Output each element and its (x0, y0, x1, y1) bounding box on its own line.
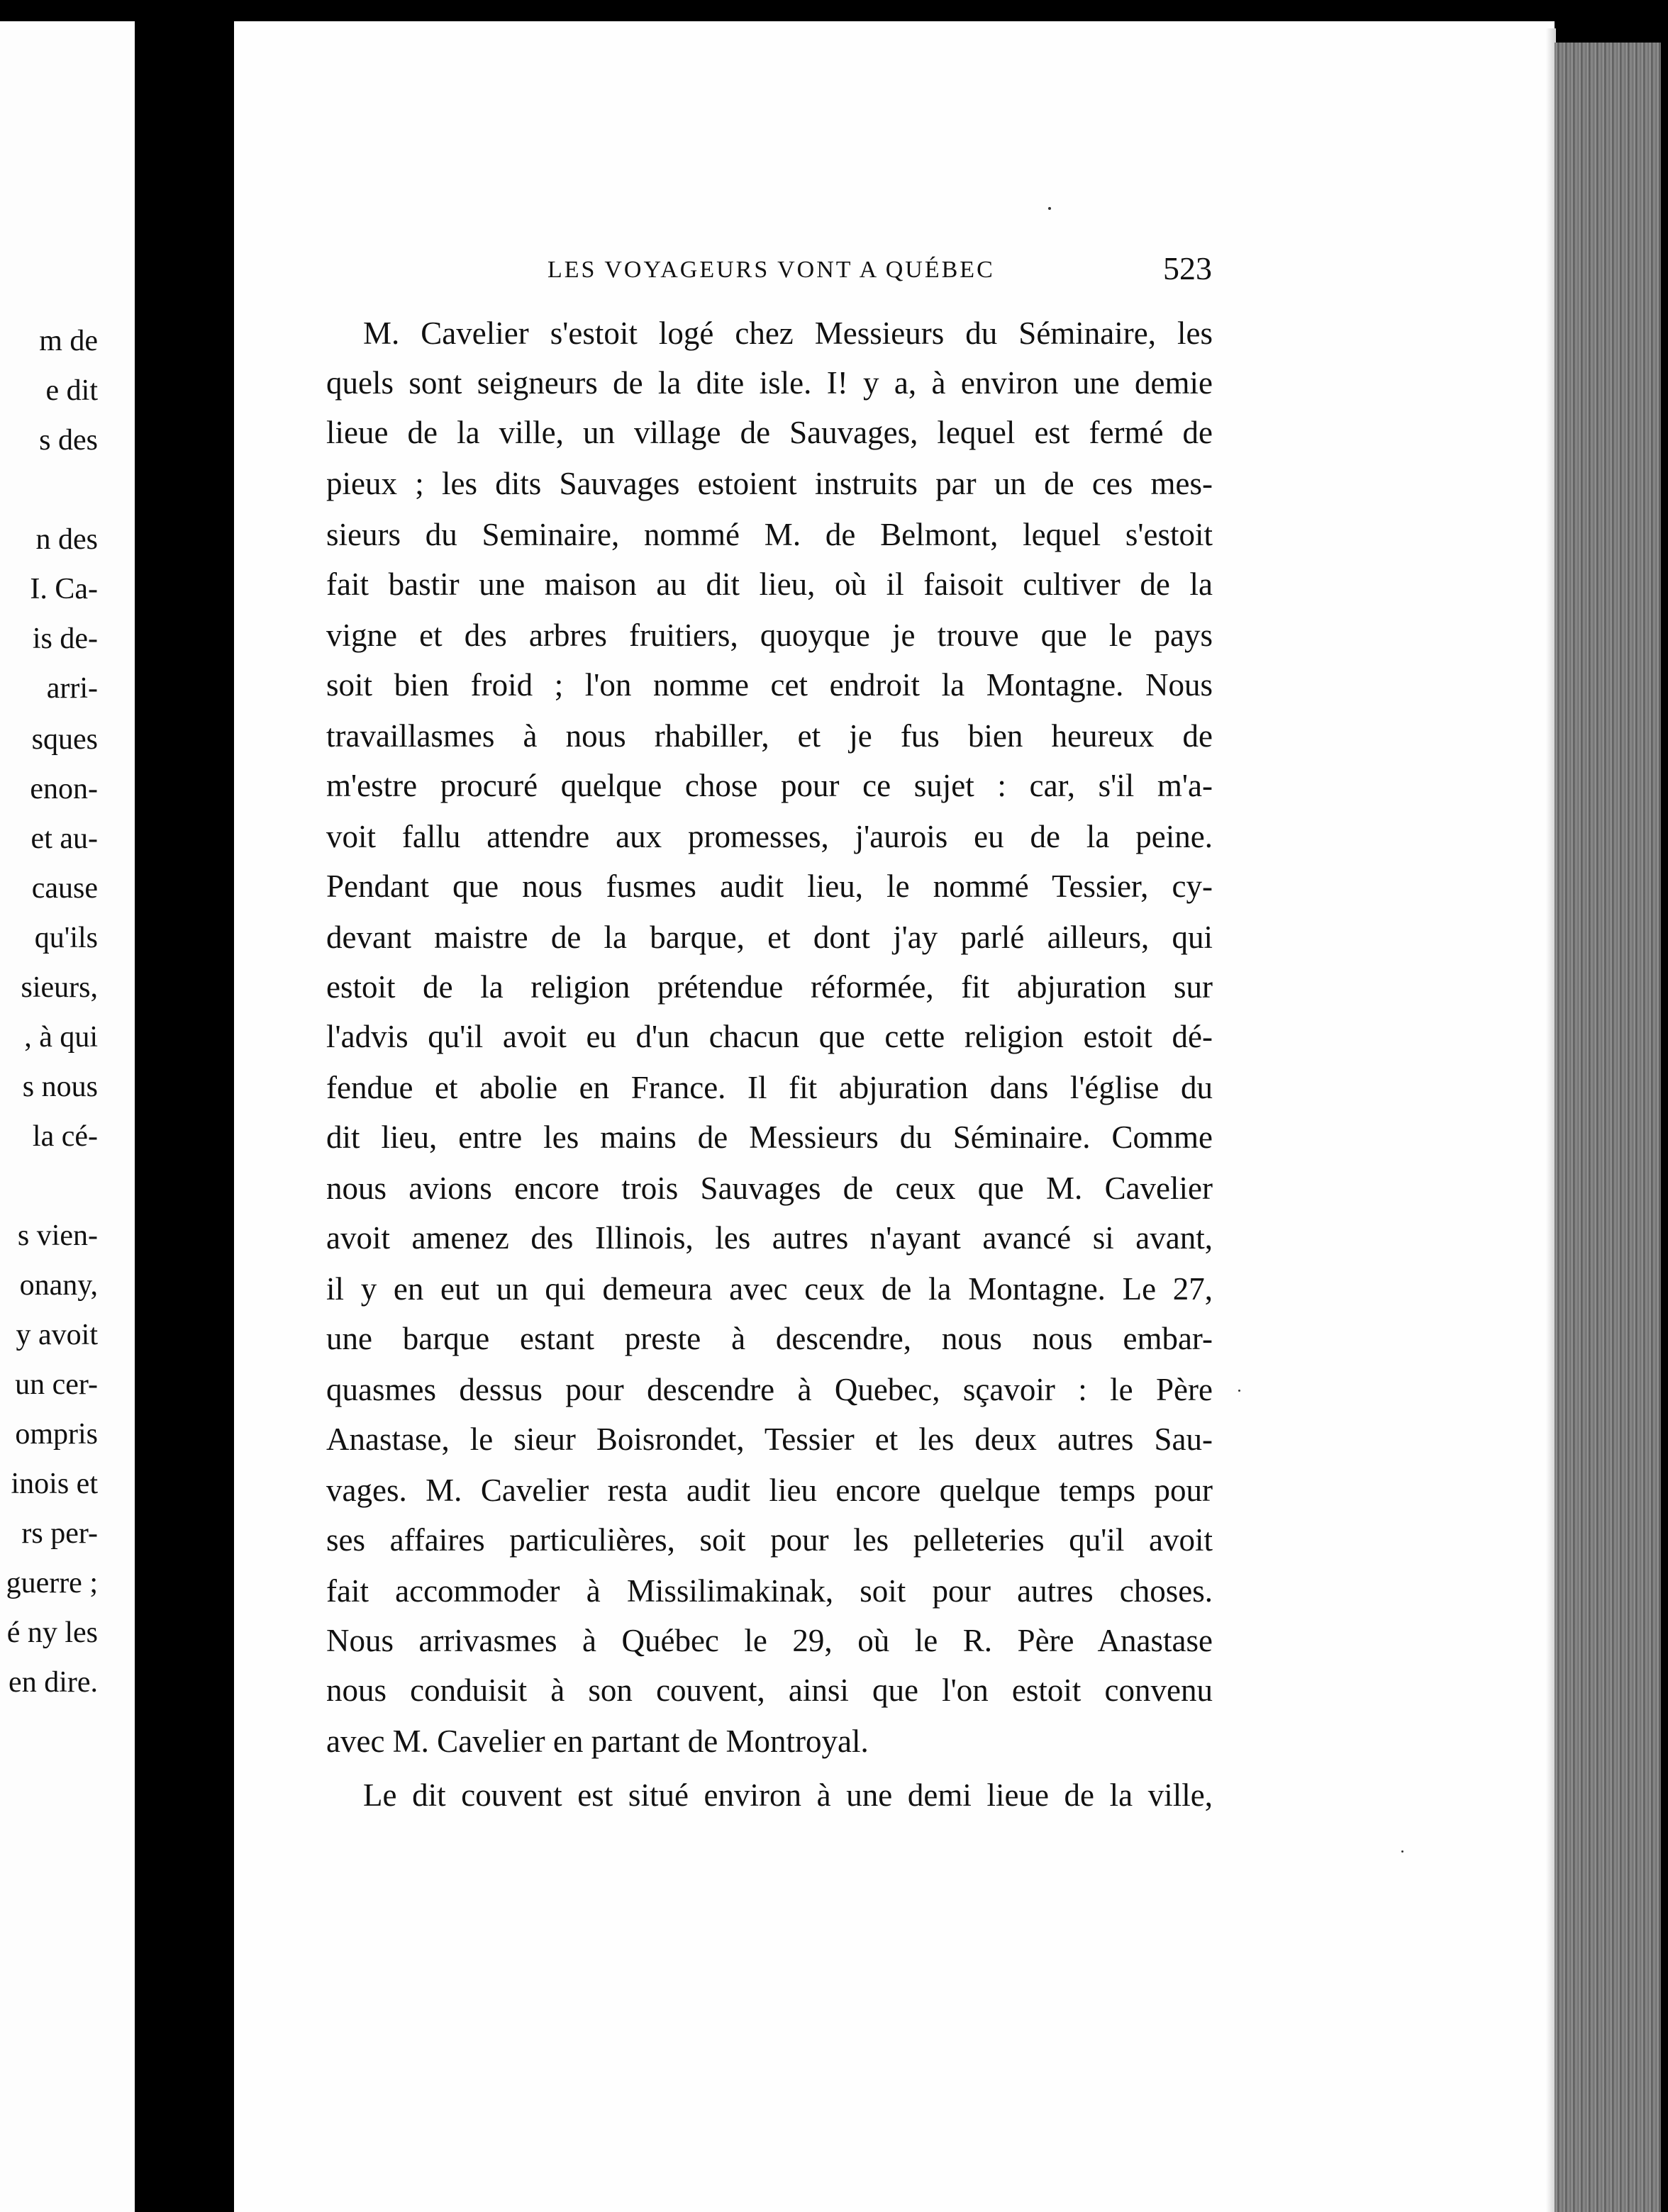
page-stack-edge (1555, 43, 1661, 2212)
text-line: estoit de la religion prétendue réformée, fit abjuration sur (326, 969, 1213, 1005)
text-line: ses affaires particulières, soit pour les pelleteries qu'il avoit (326, 1522, 1213, 1558)
text-line: l'advis qu'il avoit eu d'un chacun que cette religion estoit dé- (326, 1019, 1213, 1054)
left-page-line: e dit (45, 374, 98, 407)
text-line: sieurs du Seminaire, nommé M. de Belmont, lequel s'estoit (326, 517, 1213, 552)
text-line: vages. M. Cavelier resta audit lieu encore quelque temps pour (326, 1473, 1213, 1508)
text-line: nous avions encore trois Sauvages de ceux que M. Cavelier (326, 1171, 1213, 1206)
text-line: Anastase, le sieur Boisrondet, Tessier et les deux autres Sau- (326, 1421, 1213, 1457)
text-line: Le dit couvent est situé environ à une demi lieue de la ville, (363, 1777, 1213, 1813)
text-line: Pendant que nous fusmes audit lieu, le nommé Tessier, cy- (326, 868, 1213, 904)
text-line: devant maistre de la barque, et dont j'ay parlé ailleurs, qui (326, 920, 1213, 955)
left-facing-page (0, 21, 135, 2212)
print-speck (1238, 1390, 1240, 1392)
text-line: fait bastir une maison au dit lieu, où il faisoit cultiver de la (326, 566, 1213, 602)
text-line: nous conduisit à son couvent, ainsi que l'on estoit convenu (326, 1672, 1213, 1708)
left-page-line: n des (35, 523, 98, 556)
text-line: quasmes dessus pour descendre à Quebec, sçavoir : le Père (326, 1372, 1213, 1407)
text-line: lieue de la ville, un village de Sauvages, lequel est fermé de (326, 415, 1213, 450)
page-number: 523 (1163, 250, 1212, 286)
left-page-line: en dire. (9, 1666, 98, 1699)
left-page-line: I. Ca- (30, 573, 98, 605)
left-page-line: onany, (19, 1269, 98, 1302)
left-page-line: s nous (22, 1071, 98, 1103)
text-line: voit fallu attendre aux promesses, j'aurois eu de la peine. (326, 819, 1213, 854)
left-page-line: é ny les (6, 1616, 98, 1649)
text-line: fendue et abolie en France. Il fit abjuration dans l'église du (326, 1070, 1213, 1105)
text-line: vigne et des arbres fruitiers, quoyque je trouve que le pays (326, 618, 1213, 653)
text-line: il y en eut un qui demeura avec ceux de la Montagne. Le 27, (326, 1271, 1213, 1307)
text-line: pieux ; les dits Sauvages estoient instruits par un de ces mes- (326, 466, 1213, 501)
running-head: LES VOYAGEURS VONT A QUÉBEC (547, 257, 995, 283)
print-speck (1048, 207, 1051, 210)
left-page-line: y avoit (16, 1319, 98, 1351)
left-page-line: un cer- (15, 1368, 98, 1401)
text-line: m'estre procuré quelque chose pour ce sujet : car, s'il m'a- (326, 768, 1213, 803)
left-page-line: qu'ils (34, 922, 98, 954)
text-line: dit lieu, entre les mains de Messieurs du Séminaire. Comme (326, 1119, 1213, 1155)
left-page-line: s vien- (17, 1219, 98, 1252)
left-page-line: s des (39, 424, 98, 457)
text-line: avoit amenez des Illinois, les autres n'ayant avancé si avant, (326, 1220, 1213, 1256)
left-page-line: et au- (30, 822, 98, 855)
left-page-line: sieurs, (21, 971, 98, 1004)
left-page-line: ompris (15, 1418, 98, 1451)
left-page-line: guerre ; (6, 1567, 98, 1599)
text-line: quels sont seigneurs de la dite isle. I! y a, à environ une demie (326, 365, 1213, 401)
left-page-line: is de- (32, 622, 98, 655)
text-line: une barque estant preste à descendre, nous nous embar- (326, 1321, 1213, 1356)
left-page-line: enon- (30, 773, 98, 805)
text-line: Nous arrivasmes à Québec le 29, où le R. Père Anastase (326, 1623, 1213, 1658)
left-page-line: sques (31, 723, 98, 756)
print-speck (1401, 1850, 1403, 1853)
left-page-line: rs per- (21, 1517, 98, 1550)
left-page-line: , à qui (24, 1021, 98, 1054)
text-line: avec M. Cavelier en partant de Montroyal. (326, 1724, 869, 1759)
left-page-line: arri- (46, 672, 98, 705)
text-line: travaillasmes à nous rhabiller, et je fus bien heureux de (326, 718, 1213, 754)
text-line: soit bien froid ; l'on nomme cet endroit la Montagne. Nous (326, 667, 1213, 703)
left-page-line: inois et (11, 1468, 98, 1500)
text-line: fait accommoder à Missilimakinak, soit pour autres choses. (326, 1573, 1213, 1609)
left-page-line: m de (39, 325, 98, 357)
left-page-line: cause (31, 872, 98, 905)
left-page-line: la cé- (32, 1120, 98, 1153)
text-line: M. Cavelier s'estoit logé chez Messieurs du Séminaire, les (363, 315, 1213, 351)
